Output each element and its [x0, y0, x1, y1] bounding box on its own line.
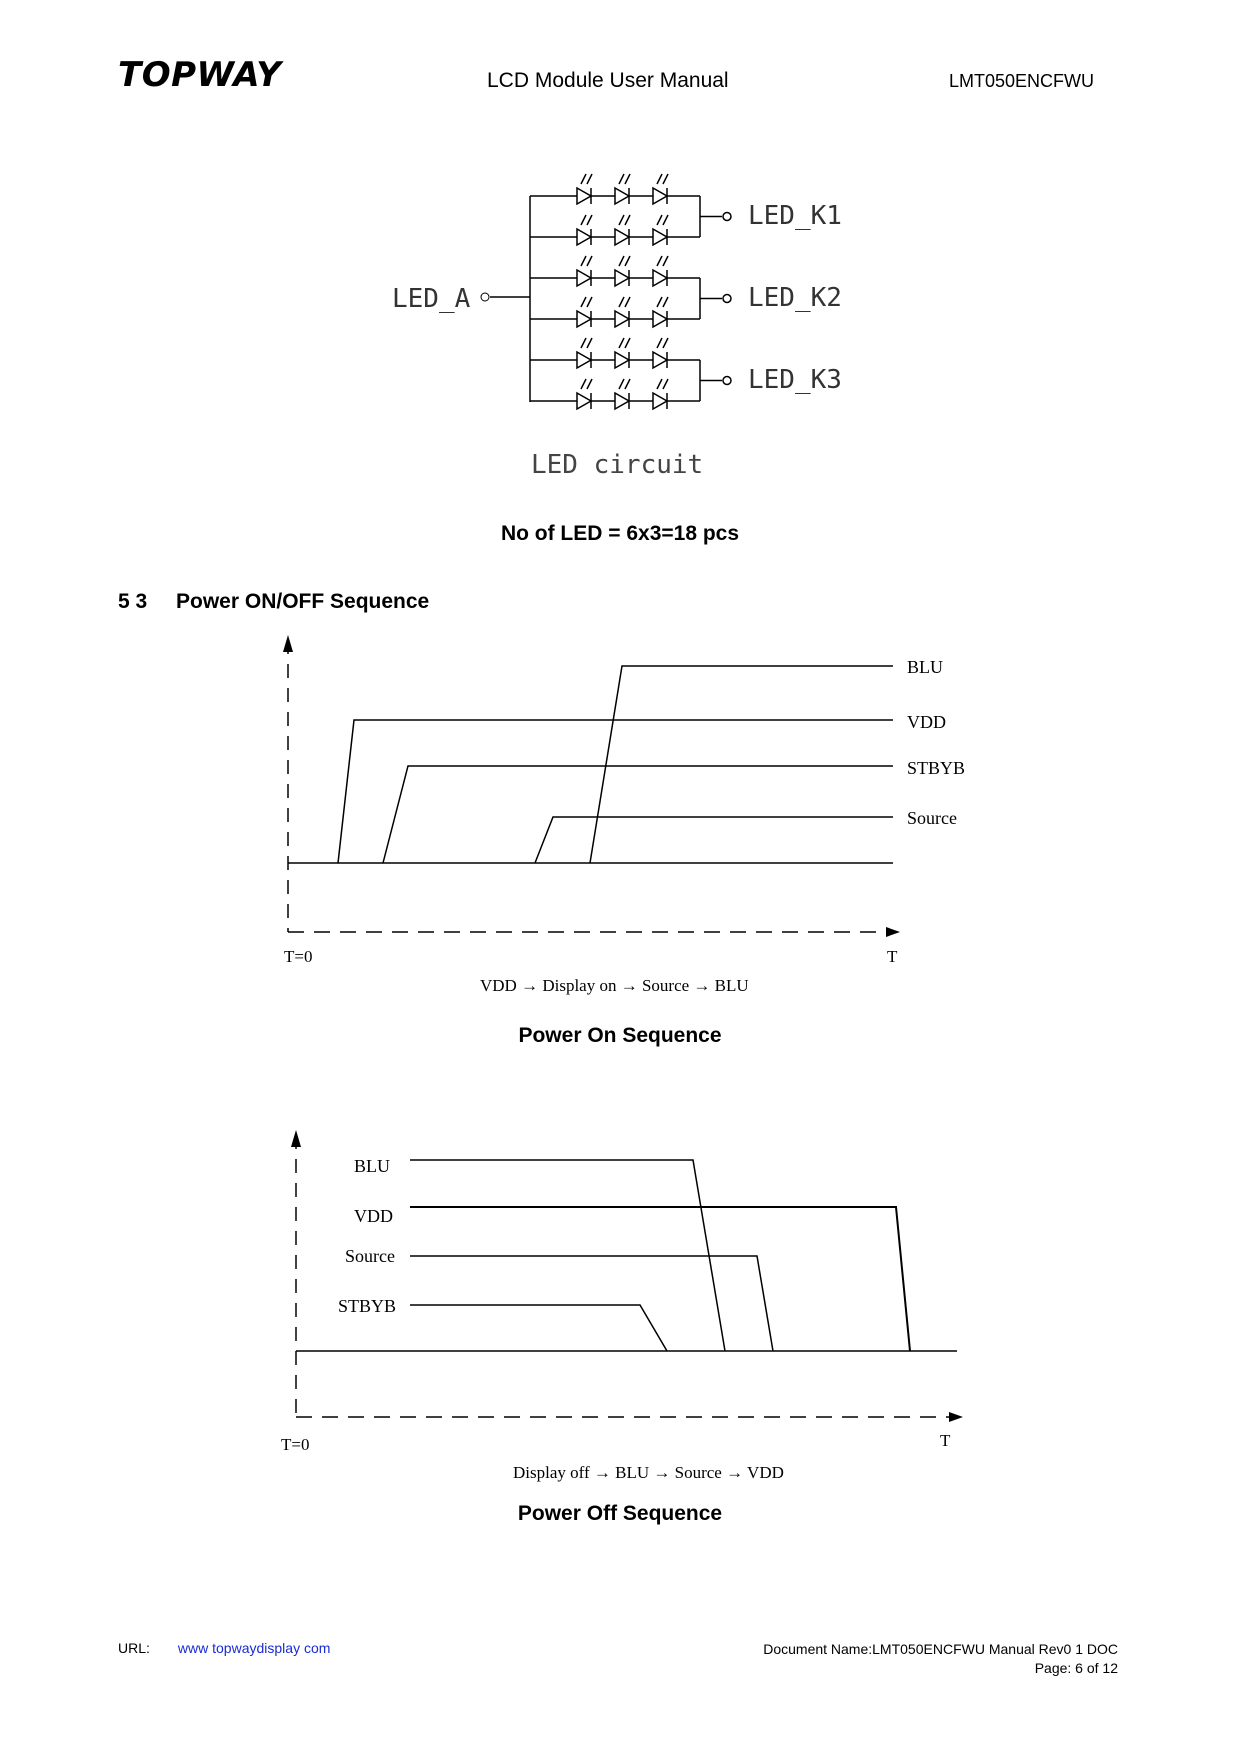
led-emission — [657, 379, 662, 389]
led-emission — [587, 215, 592, 225]
cathode-terminal — [723, 213, 731, 221]
off-t-label: T — [940, 1431, 951, 1450]
led-diode — [653, 270, 667, 286]
signal-vdd-trace — [338, 720, 893, 863]
off-label-blu: BLU — [354, 1156, 390, 1176]
signal-stbyb-trace — [383, 766, 893, 863]
on-label-stbyb: STBYB — [907, 758, 966, 778]
url-label: URL: — [118, 1640, 150, 1656]
led-emission — [581, 174, 586, 184]
anode-terminal — [481, 293, 489, 301]
led-grid — [530, 174, 731, 409]
led-diode — [577, 311, 591, 327]
led-emission — [587, 379, 592, 389]
document-name: Document Name:LMT050ENCFWU Manual Rev0 1 DOC — [763, 1641, 1118, 1657]
on-label-source: Source — [907, 808, 957, 828]
section-heading — [118, 590, 429, 614]
led-emission — [587, 297, 592, 307]
off-label-source: Source — [345, 1246, 395, 1266]
led-emission — [619, 297, 624, 307]
led-diode — [577, 352, 591, 368]
led-emission — [581, 297, 586, 307]
footer-url-block — [118, 1640, 330, 1656]
on-label-blu: BLU — [907, 657, 943, 677]
power-off-caption: Power Off Sequence — [517, 1502, 723, 1525]
led-emission — [625, 338, 630, 348]
topway-logo: TOPWAY — [118, 55, 282, 95]
on-t-label: T — [887, 947, 898, 966]
led-k1-label: LED_K1 — [748, 201, 842, 231]
led-circuit-label: LED circuit — [531, 450, 704, 480]
led-emission — [657, 338, 662, 348]
led-emission — [619, 215, 624, 225]
led-emission — [657, 174, 662, 184]
signal-vdd-trace — [410, 1207, 910, 1351]
section-number: 5 3 — [118, 590, 148, 613]
led-emission — [619, 256, 624, 266]
led-circuit-diagram — [0, 0, 1240, 520]
page-number: Page: 6 of 12 — [1034, 1660, 1118, 1676]
led-emission — [619, 379, 624, 389]
led-emission — [657, 297, 662, 307]
x-axis-arrow — [886, 927, 900, 937]
led-diode — [577, 270, 591, 286]
led-k3-label: LED_K3 — [748, 365, 842, 395]
led-diode — [653, 393, 667, 409]
led-emission — [663, 297, 668, 307]
led-diode — [577, 229, 591, 245]
power-on-caption: Power On Sequence — [518, 1024, 722, 1047]
led-emission — [663, 215, 668, 225]
led-diode — [615, 352, 629, 368]
document-title: LCD Module User Manual — [487, 69, 729, 92]
power-on-diagram — [0, 620, 1240, 1040]
off-order-text: Display off → BLU → Source → VDD — [513, 1463, 784, 1482]
led-diode — [577, 188, 591, 204]
led-emission — [657, 215, 662, 225]
x-axis-arrow — [949, 1412, 963, 1422]
section-title: Power ON/OFF Sequence — [176, 590, 430, 613]
led-emission — [625, 174, 630, 184]
led-a-label: LED_A — [392, 284, 471, 314]
cathode-terminal — [723, 295, 731, 303]
led-emission — [663, 174, 668, 184]
led-diode — [653, 352, 667, 368]
model-number: LMT050ENCFWU — [949, 71, 1095, 91]
led-emission — [587, 174, 592, 184]
led-emission — [663, 379, 668, 389]
led-diode — [653, 311, 667, 327]
power-off-diagram — [0, 1120, 1240, 1490]
led-emission — [619, 338, 624, 348]
led-emission — [619, 174, 624, 184]
signal-source-trace — [410, 1256, 773, 1351]
led-emission — [657, 256, 662, 266]
led-diode — [653, 229, 667, 245]
led-diode — [653, 188, 667, 204]
on-order-text: VDD → Display on → Source → BLU — [480, 976, 749, 995]
led-emission — [625, 297, 630, 307]
footer-doc-block — [763, 1640, 1118, 1678]
led-diode — [615, 229, 629, 245]
off-t0-label: T=0 — [281, 1435, 310, 1454]
led-diode — [615, 270, 629, 286]
led-emission — [663, 338, 668, 348]
led-diode — [615, 188, 629, 204]
off-label-stbyb: STBYB — [338, 1296, 397, 1316]
led-emission — [625, 379, 630, 389]
y-axis-arrow — [291, 1130, 301, 1147]
led-diode — [615, 393, 629, 409]
led-diode — [615, 311, 629, 327]
led-emission — [581, 215, 586, 225]
led-emission — [587, 256, 592, 266]
led-emission — [581, 338, 586, 348]
led-emission — [625, 256, 630, 266]
off-label-vdd: VDD — [354, 1206, 393, 1226]
signal-stbyb-trace — [410, 1305, 667, 1351]
website-link[interactable]: www topwaydisplay com — [177, 1640, 331, 1656]
led-emission — [663, 256, 668, 266]
led-diode — [577, 393, 591, 409]
cathode-terminal — [723, 377, 731, 385]
led-emission — [625, 215, 630, 225]
signal-blu-trace — [590, 666, 893, 863]
led-emission — [587, 338, 592, 348]
signal-source-trace — [535, 817, 893, 863]
led-count-caption: No of LED = 6x3=18 pcs — [500, 522, 740, 545]
led-k2-label: LED_K2 — [748, 283, 842, 313]
y-axis-arrow — [283, 635, 293, 652]
led-emission — [581, 256, 586, 266]
on-t0-label: T=0 — [284, 947, 313, 966]
on-label-vdd: VDD — [907, 712, 946, 732]
led-emission — [581, 379, 586, 389]
